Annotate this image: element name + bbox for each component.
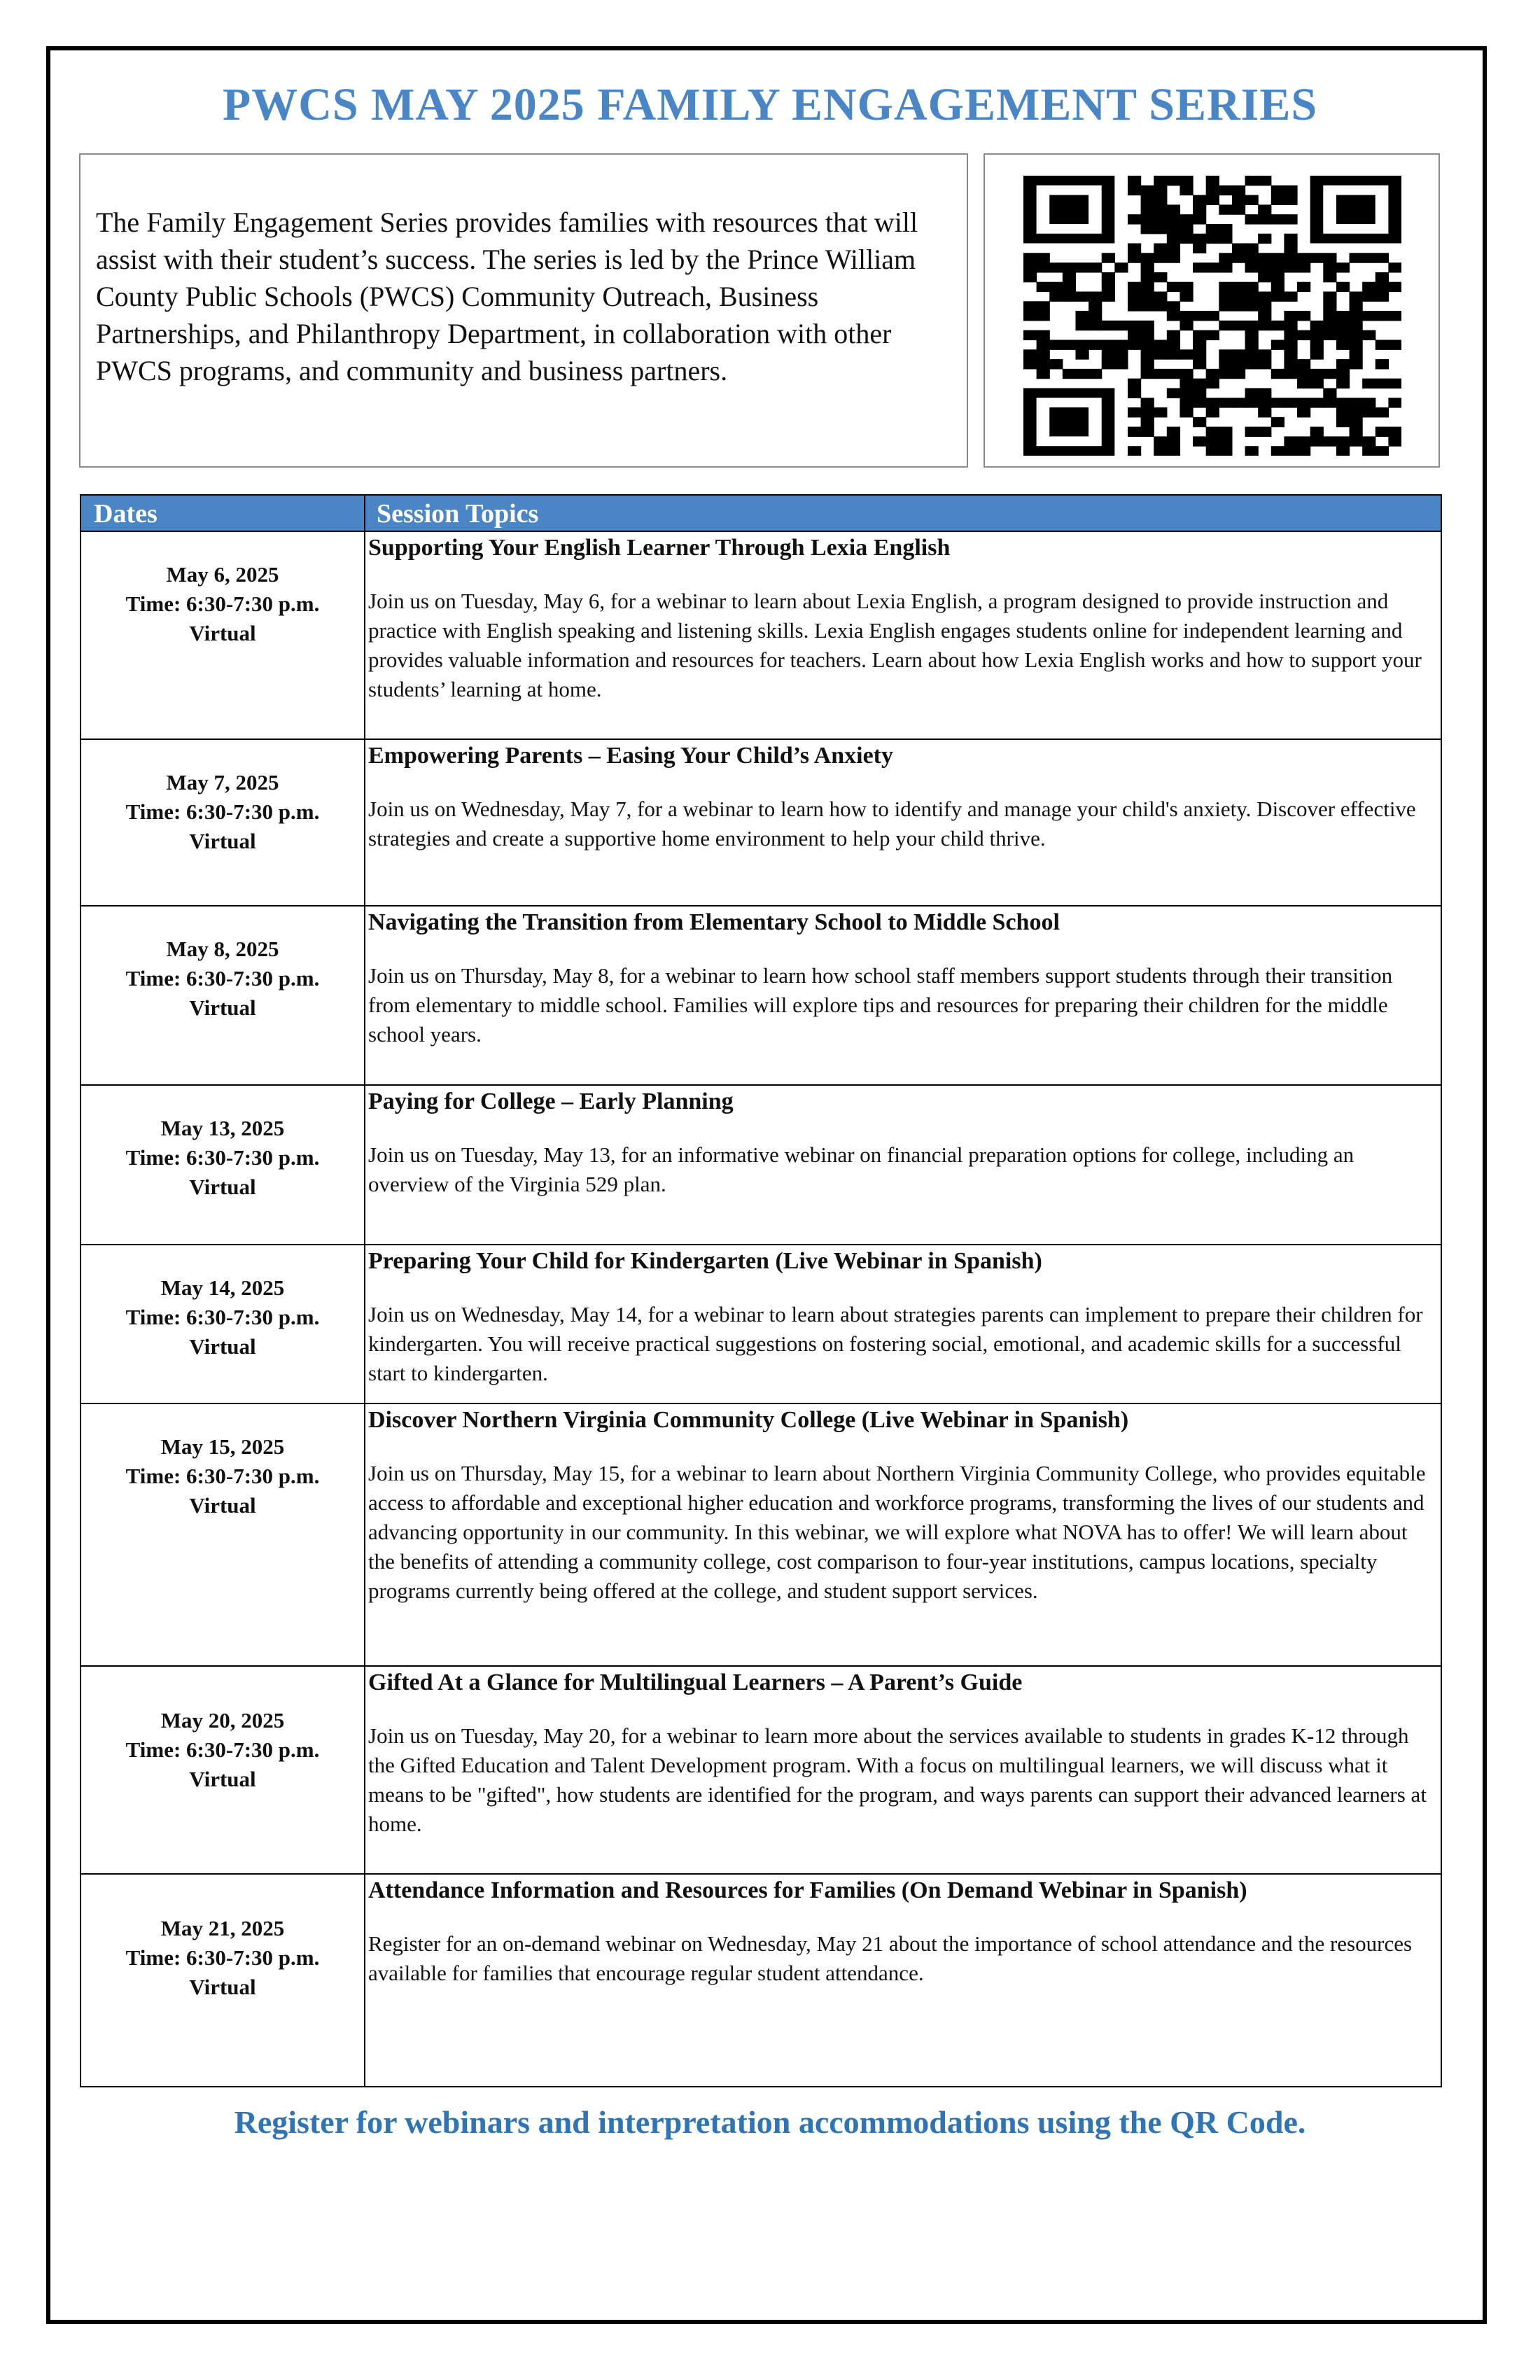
- date-cell: [81, 1432, 364, 1520]
- session-description: Join us on Wednesday, May 14, for a webinar to learn about strategies parents can implement to prepare their children for kindergarten. You will receive practical suggestions on fostering social, emotional, and academic skills for a successful start to kindergarten.: [368, 1302, 1423, 1385]
- date-cell: [81, 1273, 364, 1362]
- session-mode: Virtual: [189, 829, 256, 853]
- session-title: Gifted At a Glance for Multilingual Learners – A Parent’s Guide: [368, 1670, 1023, 1695]
- session-title: Attendance Information and Resources for Families (On Demand Webinar in Spanish): [368, 1877, 1247, 1903]
- header-session-topics: Session Topics: [377, 499, 539, 528]
- session-time: Time: 6:30-7:30 p.m.: [125, 1737, 320, 1762]
- session-mode: Virtual: [189, 1767, 256, 1791]
- session-time: Time: 6:30-7:30 p.m.: [125, 799, 320, 824]
- topic-cell: [368, 1245, 1439, 1388]
- session-date: May 21, 2025: [160, 1916, 285, 1940]
- session-description: Register for an on-demand webinar on Wednesday, May 21 about the importance of school attendance and the resources available for families that encourage regular student attendance.: [368, 1931, 1413, 1985]
- session-date: May 14, 2025: [160, 1275, 285, 1300]
- topic-cell: [368, 1086, 1439, 1199]
- header-divider: [364, 496, 365, 532]
- table-row: [81, 740, 1441, 906]
- date-cell: [81, 934, 364, 1023]
- page-title: PWCS MAY 2025 FAMILY ENGAGEMENT SERIES: [222, 79, 1318, 130]
- qr-finder-pattern: [1023, 176, 1114, 244]
- schedule-table: [80, 494, 1442, 2087]
- session-description: Join us on Tuesday, May 20, for a webinar to learn more about the services available to students in grades K-12 through the Gifted Education and Talent Development program. With a focus on multilingual learners, we will discuss what it means to be "gifted", how students are identified for the program, and ways parents can support their advanced learners at home.: [368, 1723, 1427, 1836]
- table-row: [81, 532, 1441, 740]
- session-title: Discover Northern Virginia Community College (Live Webinar in Spanish): [368, 1407, 1129, 1433]
- session-time: Time: 6:30-7:30 p.m.: [125, 592, 320, 616]
- session-mode: Virtual: [189, 621, 256, 645]
- session-date: May 6, 2025: [166, 562, 279, 587]
- topic-cell: [368, 1875, 1439, 1988]
- session-title: Supporting Your English Learner Through Lexia English: [368, 535, 951, 561]
- topic-cell: [368, 1404, 1439, 1606]
- session-title: Preparing Your Child for Kindergarten (Live Webinar in Spanish): [368, 1248, 1042, 1274]
- qr-finder-pattern: [1310, 176, 1401, 244]
- topic-cell: [368, 740, 1439, 853]
- session-mode: Virtual: [189, 1175, 256, 1199]
- register-note: Register for webinars and interpretation accommodations using the QR Code.: [234, 2104, 1306, 2140]
- session-description: Join us on Wednesday, May 7, for a webinar to learn how to identify and manage your child's anxiety. Discover effective strategies and create a supportive home environment to help your child thrive.: [368, 797, 1416, 850]
- session-mode: Virtual: [189, 1493, 256, 1518]
- date-cell: [81, 768, 364, 856]
- date-cell: [81, 1114, 364, 1202]
- session-description: Join us on Thursday, May 8, for a webinar to learn how school staff members support students through their transition from elementary to middle school. Families will explore tips and resources for preparing their children for the middle school years.: [368, 963, 1393, 1046]
- table-row: [81, 1667, 1441, 1875]
- table-row: [81, 1245, 1441, 1404]
- session-title: Navigating the Transition from Elementary School to Middle School: [368, 909, 1060, 935]
- qr-box: [983, 153, 1440, 468]
- table-header: [81, 496, 1441, 532]
- session-time: Time: 6:30-7:30 p.m.: [125, 1945, 320, 1970]
- intro-box: [79, 153, 968, 468]
- session-date: May 8, 2025: [166, 937, 279, 961]
- table-row: [81, 1404, 1441, 1667]
- table-row: [81, 1875, 1441, 2087]
- session-time: Time: 6:30-7:30 p.m.: [125, 1464, 320, 1488]
- qr-code-icon[interactable]: [1023, 176, 1401, 456]
- date-cell: [81, 560, 364, 648]
- session-description: Join us on Thursday, May 15, for a webinar to learn about Northern Virginia Community College, who provides equitable access to affordable and exceptional higher education and workforce programs, transforming the lives of our students and advancing opportunity in our community. In this webinar, we will explore what NOVA has to offer! We will learn about the benefits of attending a community college, cost comparison to four-year institutions, campus locations, specialty programs currently being offered at the college, and student support services.: [368, 1461, 1426, 1603]
- session-date: May 7, 2025: [166, 770, 279, 794]
- session-mode: Virtual: [189, 1334, 256, 1359]
- session-time: Time: 6:30-7:30 p.m.: [125, 1305, 320, 1329]
- header-dates: Dates: [94, 499, 158, 528]
- date-cell: [81, 1706, 364, 1794]
- topic-cell: [368, 1667, 1439, 1839]
- session-description: Join us on Tuesday, May 6, for a webinar to learn about Lexia English, a program designed to provide instruction and practice with English speaking and listening skills. Lexia English engages students online for independent learning and provides valuable information and resources for teachers. Learn about how Lexia English works and how to support your students’ learning at home.: [368, 589, 1422, 701]
- session-date: May 20, 2025: [160, 1708, 285, 1732]
- session-date: May 13, 2025: [160, 1116, 285, 1140]
- session-mode: Virtual: [189, 995, 256, 1020]
- date-cell: [81, 1914, 364, 2002]
- session-date: May 15, 2025: [160, 1434, 285, 1459]
- session-mode: Virtual: [189, 1975, 256, 1999]
- session-time: Time: 6:30-7:30 p.m.: [125, 966, 320, 990]
- intro-text: The Family Engagement Series provides families with resources that will assist with their student’s success. The series is led by the Prince William County Public Schools (PWCS) Community Outreach, Business Partnerships, and Philanthropy Department, in collaboration with other PWCS programs, and community and business partners.: [96, 206, 918, 386]
- session-description: Join us on Tuesday, May 13, for an informative webinar on financial preparation options for college, including an overview of the Virginia 529 plan.: [368, 1142, 1354, 1196]
- table-row: [81, 1086, 1441, 1245]
- qr-finder-pattern: [1023, 388, 1114, 456]
- topic-cell: [368, 532, 1439, 704]
- session-title: Empowering Parents – Easing Your Child’s Anxiety: [368, 743, 893, 769]
- table-row: [81, 906, 1441, 1086]
- topic-cell: [368, 906, 1439, 1049]
- session-title: Paying for College – Early Planning: [368, 1088, 734, 1114]
- session-time: Time: 6:30-7:30 p.m.: [125, 1145, 320, 1170]
